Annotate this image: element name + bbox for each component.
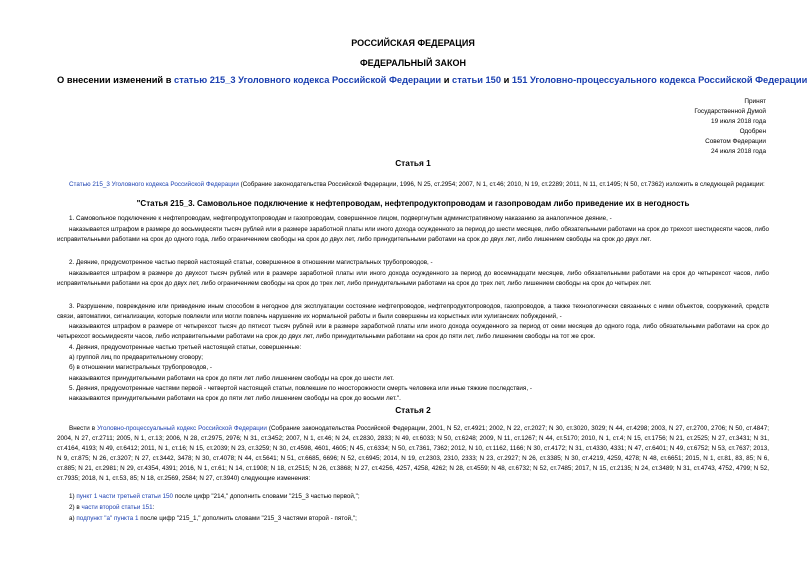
article-1-intro-text: (Собрание законодательства Российской Федерации, 1996, N 25, ст.2954; 2007, N 1, ст.46; 2010, N 19, ст.2289; 2011, N 11, ст.1495; N 50, ст.7362) изложить в следующей редакции:	[238, 181, 765, 188]
part-5-text: 5. Деяния, предусмотренные частями первой - четвертой настоящей статьи, повлекшие по неосторожности смерть человека или иные тяжкие последствия, -	[69, 385, 532, 392]
part-4-penalty: наказываются принудительными работами на срок до пяти лет либо лишением свободы на срок до шести лет.	[69, 375, 394, 382]
country-heading: РОССИЙСКАЯ ФЕДЕРАЦИЯ	[351, 38, 475, 48]
title-mid2: и	[501, 75, 512, 85]
part-2-penalty: наказывается штрафом в размере до двухсот тысяч рублей или в размере заработной платы или иного дохода осужденного за период до восемнадцати месяцев, либо обязательными работами на срок до четырехсот часов, либо исправительными работами на срок до двух лет, либо ограничением свободы на срок до трех лет, либо принудительными работами на срок до трех лет, либо лишением свободы на срок до четырех лет.	[57, 270, 769, 288]
part-3-penalty: наказываются штрафом в размере от четырехсот тысяч до пятисот тысяч рублей или в размере заработной платы или иного дохода осужденного за период от семи месяцев до одного года, либо обязательными работами на срок до четырехсот восьмидесяти часов, либо исправительными работами на срок до двух лет, либо принудительными работами на срок до пяти лет, либо лишением свободы на тот же срок.	[57, 323, 769, 341]
item-2-number: 2) в	[69, 504, 82, 511]
part-4-text: 4. Деяния, предусмотренные частью третьей настоящей статьи, совершенные:	[69, 344, 302, 351]
amendment-item-1	[57, 492, 769, 502]
article-2-intro-text: (Собрание законодательства Российской Федерации, 2001, N 52, ст.4921; 2002, N 22, ст.2027; N 30, ст.3020, 3029; N 44, ст.4298; 2003, N 27, ст.2700, 2706; N 50, ст.4847; 2004, N 27, ст.2711; 2005, N 1, ст.13; 2006, N 28, ст.2975, 2976; N 31, ст.3452; 2007, N 1, ст.46; N 24, ст.2830, 2833; N 49, ст.6033; N 50, ст.6248; 2009, N 11, ст.1267; N 44, ст.5170; 2010, N 1, ст.4; N 15, ст.1756; N 21, ст.2525; N 27, ст.3431; N 31, ст.4164, 4193; N 49, ст.6412; 2011, N 1, ст.16; N 15, ст.2039; N 23, ст.3259; N 30, ст.4598, 4601, 4605; N 45, ст.6334; N 50, ст.7361, 7362; 2012, N 10, ст.1162, 1166; N 30, ст.4172; N 31, ст.4330, 4331; N 47, ст.6401; N 49, ст.6752; N 53, ст.7637; 2013, N 9, ст.875; N 26, ст.3207; N 27, ст.3442, 3478; N 30, ст.4078; N 44, ст.5641; N 51, ст.6685, 6696; N 52, ст.6945; 2014, N 19, ст.2303, 2310, 2333; N 23, ст.2927; N 26, ст.3385; N 30, ст.4219, 4259, 4278; N 48, ст.6651; 2015, N 1, ст.81, 83, 85; N 6, ст.885; N 21, ст.2981; N 29, ст.4354, 4391; 2016, N 1, ст.61; N 14, ст.1908; N 18, ст.2515; N 26, ст.3868; N 27, ст.4256, 4257, 4258, 4262; N 28, ст.4559; N 48, ст.6732; N 52, ст.7485; 2017, N 15, ст.2135; N 24, ст.3489; N 31, ст.4743, 4752, 4799; N 52, ст.7935; 2018, N 1, ст.53, 85; N 18, ст.2569, 2584; N 27, ст.3940) следующие изменения:	[57, 425, 769, 483]
item-2a-link[interactable]: подпункт "а" пункта 1	[76, 515, 139, 522]
amendment-item-2a	[57, 514, 769, 524]
part-3-text: 3. Разрушение, повреждение или приведение иным способом в негодное для эксплуатации состояние нефтепроводов, нефтепродуктопроводов, газопроводов, а также технологически связанных с ними объектов, сооружений, средств связи, автоматики, сигнализации, которые повлекли или могли повлечь нарушение их нормальной работы и были совершены из корыстных или хулиганских побуждений, -	[57, 303, 769, 321]
item-2a-text: после цифр "215_1," дополнить словами "215_3 частями второй - пятой,";	[138, 515, 357, 522]
part-5-penalty: наказываются принудительными работами на срок до пяти лет либо лишением свободы на срок до восьми лет.".	[69, 395, 401, 402]
item-2-link[interactable]: части второй статьи 151	[81, 504, 153, 511]
approval-line: Советом Федерации	[705, 138, 766, 146]
article-1-intro	[57, 180, 769, 190]
part-4-item-b: б) в отношении магистральных трубопроводов, -	[69, 364, 212, 371]
article-2-intro-pre: Внести в	[69, 425, 98, 432]
article-2-intro-link[interactable]: Уголовно-процессуальный кодекс Российской Федерации	[97, 425, 267, 432]
new-article-title: "Статья 215_3. Самовольное подключение к нефтепроводам, нефтепродуктопроводам и газопроводам либо приведение их в негодность	[136, 199, 690, 208]
title-mid: и	[441, 75, 453, 85]
article-1-heading: Статья 1	[395, 158, 431, 168]
approval-line: 24 июля 2018 года	[711, 148, 766, 156]
item-1-link[interactable]: пункт 1 части третьей статьи 150	[76, 493, 174, 500]
adoption-block	[694, 97, 766, 158]
title-link-article-150[interactable]: статьи 150	[452, 75, 502, 85]
item-2a-letter: а)	[69, 515, 77, 522]
amendment-item-2	[57, 503, 769, 513]
document-type-heading: ФЕДЕРАЛЬНЫЙ ЗАКОН	[359, 58, 467, 68]
adoption-line: Принят	[744, 98, 766, 105]
law-title	[57, 75, 807, 85]
item-1-text: после цифр "214," дополнить словами "215_3 частью первой,";	[173, 493, 360, 500]
item-2-text: :	[152, 504, 155, 511]
adoption-line: Государственной Думой	[694, 108, 766, 116]
part-4-item-a: а) группой лиц по предварительному сговору;	[69, 354, 204, 361]
part-1-penalty: наказывается штрафом в размере до восьмидесяти тысяч рублей или в размере заработной платы или иного дохода осужденного за период до шести месяцев, либо обязательными работами на срок до трехсот шестидесяти часов, либо исправительными работами на срок до одного года, либо ограничением свободы на срок до двух лет, либо принудительными работами на срок до двух лет, либо лишением свободы на срок до двух лет.	[57, 226, 769, 244]
item-1-number: 1)	[69, 493, 77, 500]
title-prefix: О внесении изменений в	[57, 75, 175, 85]
title-link-criminal-code[interactable]: статью 215_3 Уголовного кодекса Российской Федерации	[174, 75, 442, 85]
article-2-intro	[57, 424, 769, 485]
approval-line: Одобрен	[739, 128, 766, 136]
adoption-line: 19 июля 2018 года	[711, 118, 766, 126]
article-1-intro-link[interactable]: Статью 215_3 Уголовного кодекса Российской Федерации	[69, 181, 239, 188]
part-2-text: 2. Деяние, предусмотренное частью первой настоящей статьи, совершенное в отношении магистральных трубопроводов, -	[69, 259, 433, 266]
part-1-text: 1. Самовольное подключение к нефтепроводам, нефтепродуктопроводам и газопроводам, совершенное лицом, подвергнутым административному наказанию за аналогичное деяние, -	[69, 215, 612, 222]
title-link-article-151[interactable]: 151 Уголовно-процессуального кодекса Российской Федерации	[511, 75, 807, 85]
article-2-heading: Статья 2	[395, 405, 431, 415]
